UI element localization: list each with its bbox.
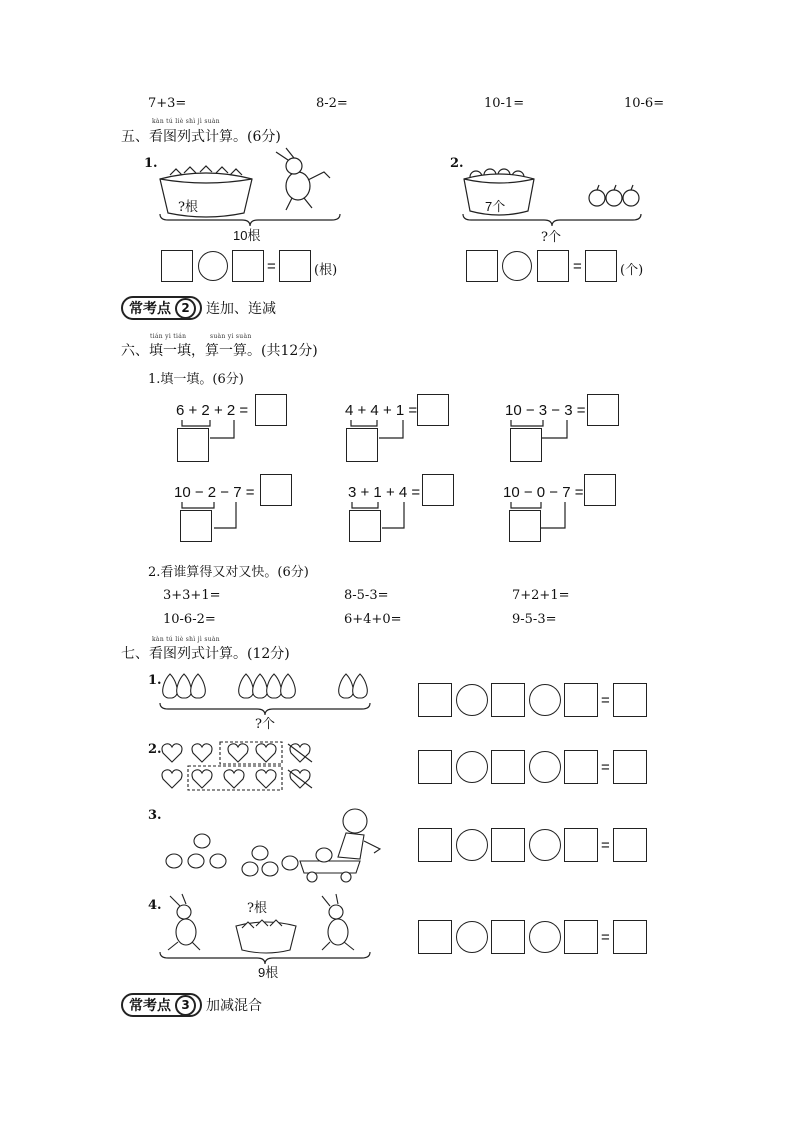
equals-sign: = [601,759,610,776]
top-eq-2: 8-2= [316,96,348,111]
unit-label: (根) [314,263,338,278]
sub-question-title: 2.看谁算得又对又快。(6分) [148,565,309,580]
question-number: 4. [148,898,162,913]
answer-box[interactable] [613,920,647,954]
answer-box[interactable] [613,683,647,717]
pinyin: suàn yi suàn [210,333,252,340]
equals-sign: = [601,929,610,946]
equals-sign: = [573,258,582,275]
caption-label: 9根 [258,965,279,980]
sub-question-title: 1.填一填。(6分) [148,372,244,387]
operator-circle[interactable] [529,684,561,716]
key-point-badge [121,297,276,319]
answer-box[interactable] [537,250,569,282]
question-number: 1. [148,673,162,688]
answer-box[interactable] [509,510,541,542]
answer-box[interactable] [279,250,311,282]
badge-number: 2 [175,298,196,319]
unit-label: (个) [620,263,644,278]
answer-box[interactable] [510,428,542,462]
section-title: 六、填一填，算一算。(共12分) [121,343,318,359]
top-eq-4: 10-6= [624,96,665,111]
answer-box[interactable] [613,750,647,784]
answer-box[interactable] [491,750,525,784]
badge-label: 加减混合 [206,998,262,1014]
section-title: 七、看图列式计算。(12分) [121,646,290,662]
fill-expression: 10 − 0 − 7 = [503,484,584,501]
answer-box[interactable] [587,394,619,426]
quick-equation: 10-6-2= [163,612,216,627]
operator-circle[interactable] [456,921,488,953]
answer-box[interactable] [613,828,647,862]
operator-circle[interactable] [502,251,532,281]
operator-circle[interactable] [456,684,488,716]
answer-box[interactable] [564,828,598,862]
answer-box[interactable] [418,683,452,717]
quick-equation: 8-5-3= [344,588,389,603]
caption-label: ?个 [255,717,275,732]
badge-number: 3 [175,995,196,1016]
pinyin: kàn tú liè shì jì suàn [152,636,220,643]
badge-text: 常考点 [129,301,171,317]
answer-box[interactable] [232,250,264,282]
pinyin: kàn tú liè shì jì suàn [152,118,220,125]
key-point-badge [121,994,262,1016]
operator-circle[interactable] [456,829,488,861]
answer-box[interactable] [180,510,212,542]
answer-box[interactable] [466,250,498,282]
answer-box[interactable] [418,750,452,784]
question-number: 2. [148,742,162,757]
total-label: 10根 [233,228,261,243]
answer-box[interactable] [564,750,598,784]
answer-box[interactable] [564,920,598,954]
answer-box[interactable] [584,474,616,506]
operator-circle[interactable] [456,751,488,783]
operator-circle[interactable] [529,829,561,861]
fill-expression: 3 + 1 + 4 = [348,484,421,501]
fill-expression: 4 + 4 + 1 = [345,402,418,419]
operator-circle[interactable] [529,751,561,783]
answer-box[interactable] [491,828,525,862]
fill-expression: 10 − 3 − 3 = [505,402,586,419]
equals-sign: = [267,258,276,275]
section-title: 五、看图列式计算。(6分) [121,129,281,145]
rabbit-image [268,152,338,214]
fill-expression: 6 + 2 + 2 = [176,402,249,419]
answer-box[interactable] [161,250,193,282]
quick-equation: 7+2+1= [512,588,570,603]
answer-box[interactable] [418,828,452,862]
answer-box[interactable] [491,683,525,717]
question-number: 2. [450,156,464,171]
answer-box[interactable] [564,683,598,717]
answer-box[interactable] [177,428,209,462]
basket-label: 7个 [485,199,506,214]
answer-box[interactable] [422,474,454,506]
answer-box[interactable] [585,250,617,282]
pears-image [160,668,372,704]
answer-box[interactable] [346,428,378,462]
brace [463,214,641,226]
answer-box[interactable] [260,474,292,506]
operator-circle[interactable] [529,921,561,953]
equals-sign: = [601,692,610,709]
quick-equation: 3+3+1= [163,588,221,603]
answer-box[interactable] [418,920,452,954]
answer-box[interactable] [491,920,525,954]
question-number: 3. [148,808,162,823]
top-label: ?根 [247,901,267,916]
top-eq-3: 10-1= [484,96,525,111]
answer-box[interactable] [349,510,381,542]
equals-sign: = [601,837,610,854]
operator-circle[interactable] [198,251,228,281]
hearts-image [160,742,320,794]
fill-expression: 10 − 2 − 7 = [174,484,255,501]
rabbits-basket-image [160,896,380,958]
basket-label: ?根 [178,200,198,215]
total-label: ?个 [541,230,561,245]
question-number: 1. [144,156,158,171]
answer-box[interactable] [417,394,449,426]
pinyin: tián yi tián [150,333,187,340]
answer-box[interactable] [255,394,287,426]
quick-equation: 9-5-3= [512,612,557,627]
quick-equation: 6+4+0= [344,612,402,627]
badge-text: 常考点 [129,998,171,1014]
pumpkins-girl-image [160,805,385,885]
apples-image [588,184,640,208]
top-eq-1: 7+3= [148,96,187,111]
badge-label: 连加、连减 [206,301,276,317]
